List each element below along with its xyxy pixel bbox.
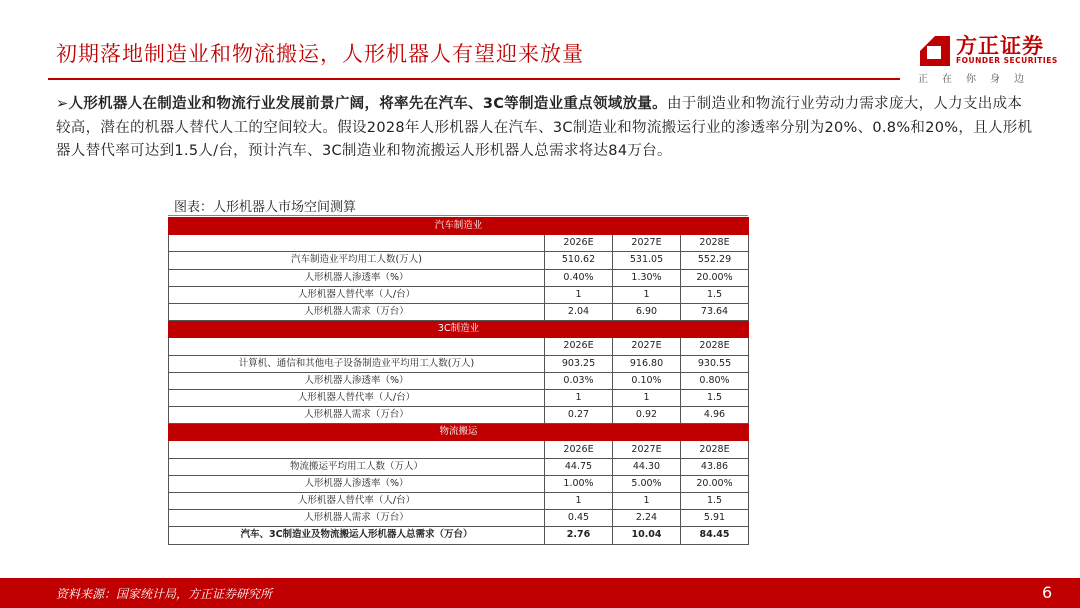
table-row bbox=[169, 286, 749, 303]
value-cell: 0.40% bbox=[545, 269, 613, 286]
value-cell: 0.27 bbox=[545, 407, 613, 424]
empty-cell bbox=[169, 441, 545, 458]
table-row bbox=[169, 407, 749, 424]
row-label: 人形机器人需求（万台） bbox=[169, 303, 545, 320]
row-label: 人形机器人渗透率（%） bbox=[169, 475, 545, 492]
total-row bbox=[169, 527, 749, 544]
value-cell: 5.91 bbox=[681, 510, 749, 527]
year-cell: 2027E bbox=[613, 441, 681, 458]
market-space-table bbox=[168, 217, 749, 545]
value-cell: 903.25 bbox=[545, 355, 613, 372]
year-header-row bbox=[169, 235, 749, 252]
section-title: 物流搬运 bbox=[169, 424, 749, 441]
value-cell: 20.00% bbox=[681, 475, 749, 492]
section-title: 3C制造业 bbox=[169, 321, 749, 338]
value-cell: 43.86 bbox=[681, 458, 749, 475]
value-cell: 1.5 bbox=[681, 389, 749, 406]
logo-slogan: 正在你身边 bbox=[918, 74, 1038, 85]
value-cell: 1 bbox=[613, 286, 681, 303]
total-value-cell: 10.04 bbox=[613, 527, 681, 544]
title-divider bbox=[48, 78, 900, 80]
summary-normal-text: 由于制造业和物流行业劳动力需求庞大，人力支出成本较高，潜在的机器人替代人工的空间较大。假设2028年人形机器人在汽车、3C制造业和物流搬运行业的渗透率分别为20%、0.8%和20%，且人形机器人替代率可达到1.5人/台，预计汽车、3C制造业和物流搬运人形机器人总需求将达84万台。 bbox=[56, 96, 1033, 159]
value-cell: 510.62 bbox=[545, 252, 613, 269]
table-row bbox=[169, 389, 749, 406]
empty-cell bbox=[169, 338, 545, 355]
row-label: 人形机器人替代率（人/台） bbox=[169, 286, 545, 303]
table-row bbox=[169, 355, 749, 372]
table-caption: 图表：人形机器人市场空间测算 bbox=[174, 200, 357, 215]
value-cell: 1.5 bbox=[681, 286, 749, 303]
row-label: 人形机器人替代率（人/台） bbox=[169, 493, 545, 510]
year-cell: 2026E bbox=[545, 338, 613, 355]
year-cell: 2028E bbox=[681, 441, 749, 458]
year-cell: 2028E bbox=[681, 338, 749, 355]
value-cell: 1.00% bbox=[545, 475, 613, 492]
row-label: 汽车制造业平均用工人数(万人) bbox=[169, 252, 545, 269]
row-label: 人形机器人渗透率（%） bbox=[169, 269, 545, 286]
value-cell: 1 bbox=[545, 286, 613, 303]
footer-source: 资料来源：国家统计局，方正证券研究所 bbox=[56, 587, 273, 601]
value-cell: 20.00% bbox=[681, 269, 749, 286]
caption-divider bbox=[168, 215, 748, 216]
table-row bbox=[169, 252, 749, 269]
value-cell: 1 bbox=[545, 493, 613, 510]
value-cell: 4.96 bbox=[681, 407, 749, 424]
table-row bbox=[169, 269, 749, 286]
value-cell: 1 bbox=[613, 389, 681, 406]
section-header-row bbox=[169, 424, 749, 441]
value-cell: 44.75 bbox=[545, 458, 613, 475]
year-cell: 2027E bbox=[613, 235, 681, 252]
summary-paragraph bbox=[56, 93, 1036, 164]
summary-bold-text: 人形机器人在制造业和物流行业发展前景广阔，将率先在汽车、3C等制造业重点领域放量。 bbox=[68, 96, 667, 112]
value-cell: 930.55 bbox=[681, 355, 749, 372]
table-row bbox=[169, 475, 749, 492]
value-cell: 0.92 bbox=[613, 407, 681, 424]
total-value-cell: 2.76 bbox=[545, 527, 613, 544]
year-cell: 2028E bbox=[681, 235, 749, 252]
table-row bbox=[169, 493, 749, 510]
section-title: 汽车制造业 bbox=[169, 218, 749, 235]
value-cell: 2.04 bbox=[545, 303, 613, 320]
total-label: 汽车、3C制造业及物流搬运人形机器人总需求（万台） bbox=[169, 527, 545, 544]
value-cell: 1.5 bbox=[681, 493, 749, 510]
row-label: 人形机器人替代率（人/台） bbox=[169, 389, 545, 406]
section-header-row bbox=[169, 321, 749, 338]
table-row bbox=[169, 510, 749, 527]
table-row bbox=[169, 458, 749, 475]
value-cell: 916.80 bbox=[613, 355, 681, 372]
founder-logo-icon bbox=[918, 34, 952, 68]
value-cell: 1.30% bbox=[613, 269, 681, 286]
year-cell: 2026E bbox=[545, 235, 613, 252]
section-header-row bbox=[169, 218, 749, 235]
value-cell: 1 bbox=[545, 389, 613, 406]
table-row bbox=[169, 372, 749, 389]
logo-chinese-name: 方正证券 bbox=[956, 34, 1044, 58]
value-cell: 2.24 bbox=[613, 510, 681, 527]
row-label: 物流搬运平均用工人数（万人） bbox=[169, 458, 545, 475]
total-value-cell: 84.45 bbox=[681, 527, 749, 544]
row-label: 人形机器人渗透率（%） bbox=[169, 372, 545, 389]
value-cell: 0.45 bbox=[545, 510, 613, 527]
value-cell: 0.10% bbox=[613, 372, 681, 389]
logo-english-name: FOUNDER SECURITIES bbox=[956, 56, 1058, 65]
value-cell: 73.64 bbox=[681, 303, 749, 320]
table-row bbox=[169, 303, 749, 320]
value-cell: 0.80% bbox=[681, 372, 749, 389]
value-cell: 0.03% bbox=[545, 372, 613, 389]
value-cell: 44.30 bbox=[613, 458, 681, 475]
value-cell: 531.05 bbox=[613, 252, 681, 269]
value-cell: 6.90 bbox=[613, 303, 681, 320]
value-cell: 5.00% bbox=[613, 475, 681, 492]
bullet-arrow-icon: ➢ bbox=[56, 96, 69, 112]
year-cell: 2026E bbox=[545, 441, 613, 458]
year-header-row bbox=[169, 441, 749, 458]
row-label: 人形机器人需求（万台） bbox=[169, 510, 545, 527]
slide-title: 初期落地制造业和物流搬运，人形机器人有望迎来放量 bbox=[56, 42, 584, 66]
value-cell: 1 bbox=[613, 493, 681, 510]
empty-cell bbox=[169, 235, 545, 252]
row-label: 人形机器人需求（万台） bbox=[169, 407, 545, 424]
year-cell: 2027E bbox=[613, 338, 681, 355]
year-header-row bbox=[169, 338, 749, 355]
value-cell: 552.29 bbox=[681, 252, 749, 269]
page-number: 6 bbox=[1042, 583, 1053, 602]
row-label: 计算机、通信和其他电子设备制造业平均用工人数(万人) bbox=[169, 355, 545, 372]
